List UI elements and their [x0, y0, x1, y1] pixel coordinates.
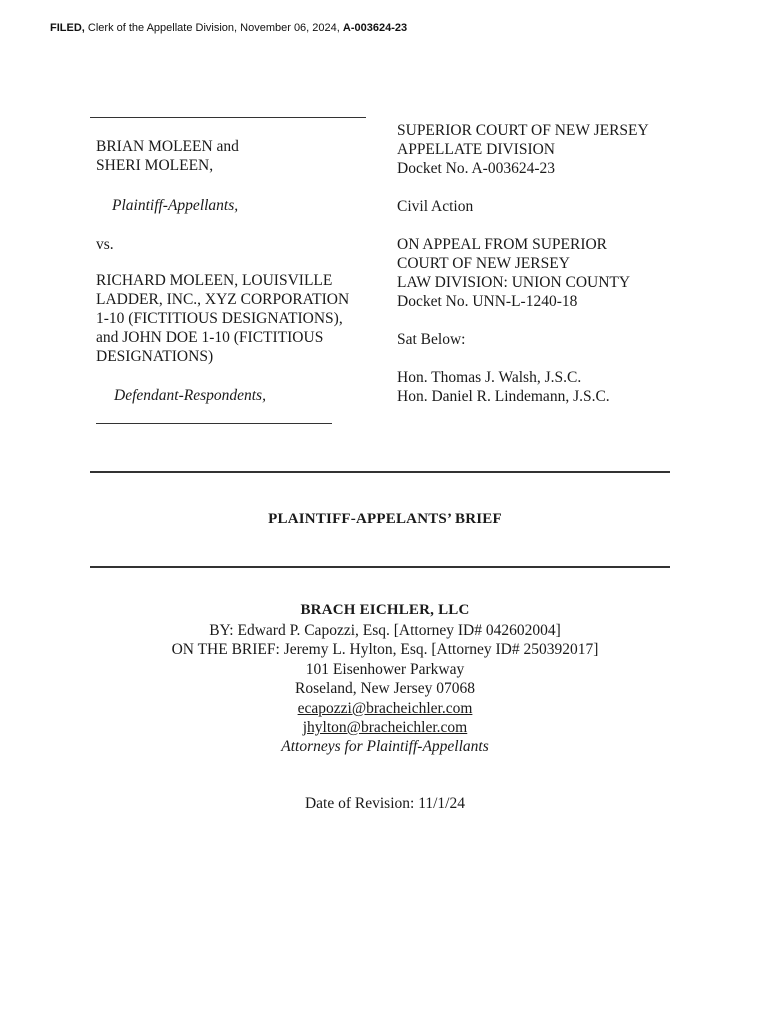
appeal-line-3: LAW DIVISION: UNION COUNTY [397, 274, 631, 291]
filed-prefix: FILED, [50, 22, 85, 34]
caption-bottom-rule [96, 423, 332, 424]
civil-action: Civil Action [397, 198, 474, 215]
judge-2: Hon. Daniel R. Lindemann, J.S.C. [397, 388, 610, 405]
defendant-line-2: LADDER, INC., XYZ CORPORATION [96, 291, 350, 308]
versus: vs. [96, 236, 114, 253]
defendant-line-4: and JOHN DOE 1-10 (FICTITIOUS [96, 329, 324, 346]
defendant-line-5: DESIGNATIONS) [96, 348, 214, 365]
email-link-capozzi[interactable]: ecapozzi@bracheichler.com [297, 700, 473, 717]
filed-docket: A-003624-23 [342, 22, 408, 34]
defendant-role: Defendant-Respondents, [114, 387, 266, 404]
caption-top-rule [90, 117, 366, 118]
title-top-rule [90, 471, 670, 473]
filed-text: Clerk of the Appellate Division, November 06, 2024, [84, 22, 343, 34]
appeal-line-1: ON APPEAL FROM SUPERIOR [397, 236, 608, 253]
counsel-on-brief: ON THE BRIEF: Jeremy L. Hylton, Esq. [Attorney ID# 250392017] [171, 641, 599, 658]
firm-street: 101 Eisenhower Parkway [305, 661, 465, 678]
defendant-line-1: RICHARD MOLEEN, LOUISVILLE [96, 272, 333, 289]
appeal-docket: Docket No. UNN-L-1240-18 [397, 293, 578, 310]
court-docket: Docket No. A-003624-23 [397, 160, 555, 177]
revision-date: Date of Revision: 11/1/24 [304, 795, 465, 812]
email-link-hylton[interactable]: jhylton@bracheichler.com [302, 719, 468, 736]
judge-1: Hon. Thomas J. Walsh, J.S.C. [397, 369, 582, 386]
sat-below: Sat Below: [397, 331, 466, 348]
appeal-line-2: COURT OF NEW JERSEY [397, 255, 570, 272]
counsel-by: BY: Edward P. Capozzi, Esq. [Attorney ID# 042602004] [209, 622, 561, 639]
defendant-line-3: 1-10 (FICTITIOUS DESIGNATIONS), [96, 310, 343, 327]
plaintiff-name-2: SHERI MOLEEN, [96, 157, 214, 174]
court-line-2: APPELLATE DIVISION [397, 141, 556, 158]
court-line-1: SUPERIOR COURT OF NEW JERSEY [397, 122, 649, 139]
filed-stamp [50, 22, 407, 34]
brief-title: PLAINTIFF-APPELANTS’ BRIEF [268, 511, 502, 527]
firm-city: Roseland, New Jersey 07068 [295, 680, 475, 697]
counsel-role: Attorneys for Plaintiff-Appellants [281, 738, 489, 755]
plaintiff-name-1: BRIAN MOLEEN and [96, 138, 239, 155]
firm-name: BRACH EICHLER, LLC [300, 602, 470, 618]
title-bottom-rule [90, 566, 670, 568]
plaintiff-role: Plaintiff-Appellants, [112, 197, 239, 214]
